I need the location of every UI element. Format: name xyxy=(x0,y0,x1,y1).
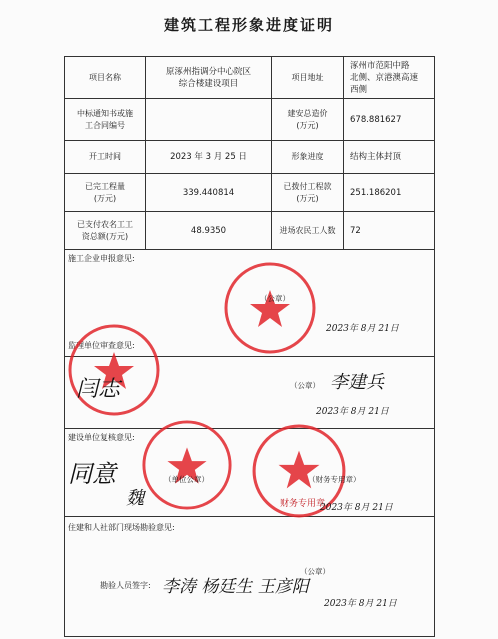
label-contract-number: 中标通知书或施 工合同编号 xyxy=(77,108,133,130)
housing-seal-label: （公章） xyxy=(300,567,330,576)
value-paid-amount: 251.186201 xyxy=(350,187,402,198)
housing-date: 2023年 8月 21日 xyxy=(324,599,397,609)
value-progress: 结构主体封顶 xyxy=(350,152,402,162)
label-start-date: 开工时间 xyxy=(89,152,121,161)
progress-certificate-table xyxy=(64,56,435,637)
label-project-address: 项目地址 xyxy=(291,72,324,82)
section-supervision-label: 监理单位审查意见: xyxy=(68,341,135,350)
label-completed-amount: 已完工程量 (万元) xyxy=(85,181,125,203)
section-builder-label: 建设单位复核意见: xyxy=(68,433,135,442)
label-total-cost: 建安总造价 (万元) xyxy=(287,108,328,130)
label-worker-count: 进场农民工人数 xyxy=(279,225,336,235)
value-total-cost: 678.881627 xyxy=(350,114,402,125)
construction-date: 2023年 8月 21日 xyxy=(326,324,399,334)
inspector-signatures: 李涛 杨廷生 王彦阳 xyxy=(162,577,309,597)
document-title: 建筑工程形象进度证明 xyxy=(163,16,334,34)
finance-stamp-text: 财务专用章 xyxy=(280,499,326,509)
builder-date: 2023年 8月 21日 xyxy=(320,503,393,513)
builder-signer-signature: 魏 xyxy=(126,488,144,509)
value-worker-count: 72 xyxy=(350,225,361,236)
value-completed-amount: 339.440814 xyxy=(182,187,235,198)
label-progress: 形象进度 xyxy=(291,152,324,161)
supervision-signer-signature: 李建兵 xyxy=(330,372,384,393)
section-housing-label: 住建和人社部门现场勘验意见: xyxy=(68,523,175,532)
supervision-date: 2023年 8月 21日 xyxy=(316,407,389,417)
section-construction-label: 施工企业申报意见: xyxy=(68,254,135,263)
builder-unit-seal-label: （单位公章） xyxy=(164,475,209,484)
value-wages-paid: 48.9350 xyxy=(190,225,227,236)
label-paid-amount: 已拨付工程款 (万元) xyxy=(283,181,332,203)
value-project-name: 原涿州指调分中心院区 综合楼建设项目 xyxy=(165,66,251,89)
value-project-address: 涿州市范阳中路 北侧、京港澳高速 西侧 xyxy=(350,60,419,95)
supervision-seal-label: （公章） xyxy=(290,381,320,390)
label-project-name: 项目名称 xyxy=(89,72,121,82)
label-wages-paid: 已支付农名工工 资总额(万元) xyxy=(77,219,133,241)
builder-finance-seal-label: （财务专用章） xyxy=(308,475,361,484)
inspector-label: 勘验人员签字: xyxy=(100,581,151,590)
value-start-date: 2023 年 3 月 25 日 xyxy=(170,152,247,162)
builder-unit-seal xyxy=(140,418,234,512)
supervision-opinion-signature: 闫志 xyxy=(76,377,121,402)
builder-opinion-signature: 同意 xyxy=(68,460,116,488)
supervision-company-seal xyxy=(66,322,162,418)
value-contract-number xyxy=(146,99,271,140)
construction-company-seal xyxy=(222,260,318,356)
construction-seal-label: （公章） xyxy=(260,294,290,303)
